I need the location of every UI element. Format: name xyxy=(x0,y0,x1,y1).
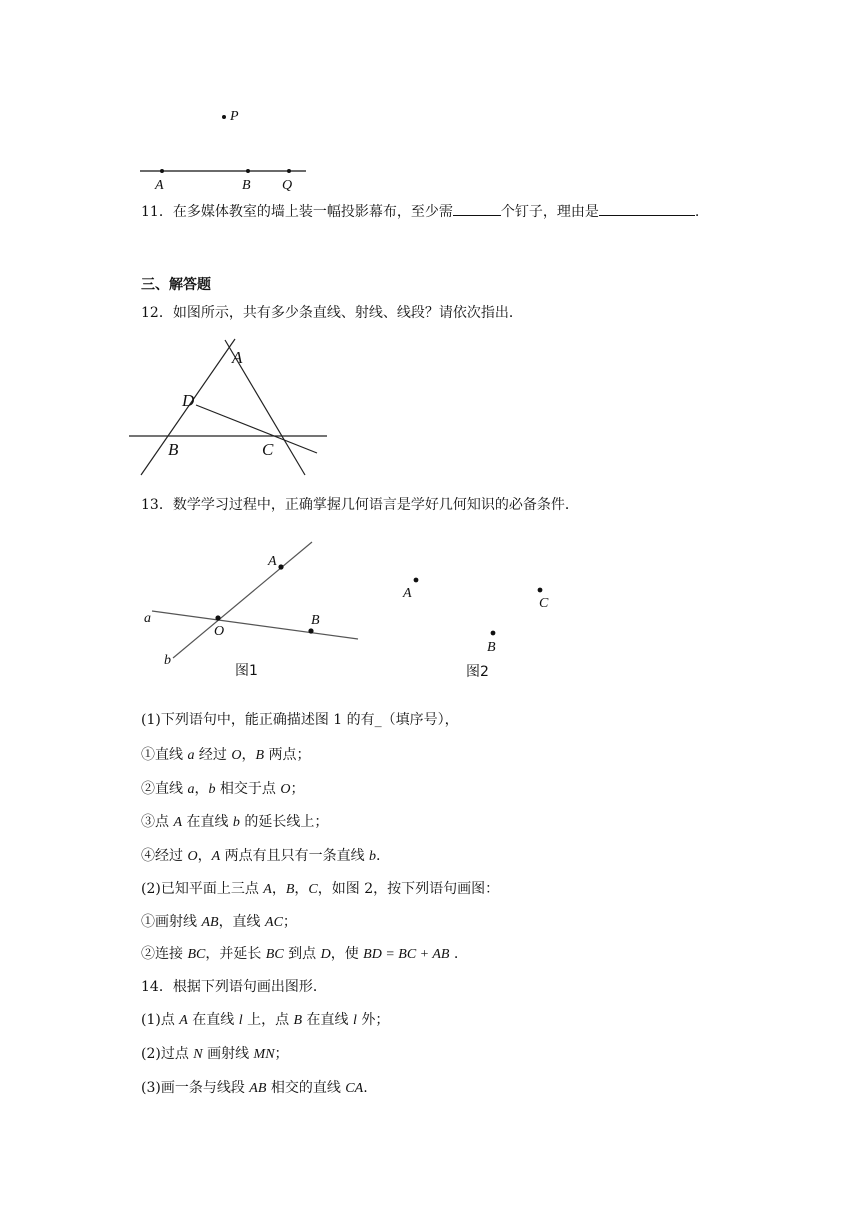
q13-draw-1: ①画射线 AB，直线 AC； xyxy=(141,914,297,930)
q14-item-3: (3)画一条与线段 AB 相交的直线 CA. xyxy=(141,1080,368,1096)
question-14 xyxy=(141,980,327,994)
label-c: C xyxy=(539,596,549,611)
q13-option-1: ①直线 a 经过 O，B 两点； xyxy=(141,747,311,763)
q11-blank-1 xyxy=(453,203,501,216)
q13-figure-1 xyxy=(130,536,370,686)
q13-figure-2 xyxy=(395,570,565,685)
q14-item-1: (1)点 A 在直线 l 上，点 B 在直线 l 外； xyxy=(141,1012,390,1028)
question-13 xyxy=(141,498,579,512)
q11-text-b: 个钉子，理由是 xyxy=(500,204,599,220)
q12-figure xyxy=(125,335,335,480)
point-p xyxy=(222,115,226,119)
q10-figure xyxy=(130,100,320,195)
q14-text: 根据下列语句画出图形． xyxy=(172,979,327,995)
point-b xyxy=(308,628,313,633)
label-q: Q xyxy=(282,178,293,193)
label-line-a: a xyxy=(144,611,151,626)
q13-option-3: ③点 A 在直线 b 的延长线上； xyxy=(141,814,329,830)
label-a: A xyxy=(155,178,164,193)
q11-text-a: 在多媒体教室的墙上装一幅投影幕布，至少需 xyxy=(172,204,453,220)
line-b xyxy=(173,542,312,658)
point-q xyxy=(287,169,291,173)
q11-number: 11． xyxy=(141,204,173,220)
q13-part-1: (1)下列语句中，能正确描述图 1 的有_（填序号）， xyxy=(141,712,459,728)
label-line-b: b xyxy=(164,653,171,668)
q11-blank-2 xyxy=(599,203,695,216)
q13-option-2: ②直线 a，b 相交于点 O； xyxy=(141,781,305,797)
q13-part-2: (2)已知平面上三点 A，B，C，如图 2，按下列语句画图： xyxy=(141,881,500,897)
q13-number: 13． xyxy=(141,497,173,513)
section-title: 三、解答题 xyxy=(141,277,211,293)
point-a xyxy=(414,578,419,583)
q11-text-end: . xyxy=(694,204,700,220)
q12-number: 12． xyxy=(141,305,173,321)
q13-text: 数学学习过程中，正确掌握几何语言是学好几何知识的必备条件． xyxy=(172,497,579,513)
point-c xyxy=(538,588,543,593)
label-a: A xyxy=(268,554,277,569)
line-dc-extended xyxy=(196,405,317,453)
label-a: A xyxy=(232,348,243,367)
line-a xyxy=(152,611,358,639)
figure-2-caption: 图2 xyxy=(466,664,489,680)
label-b: B xyxy=(242,178,251,193)
question-11 xyxy=(141,203,699,219)
q14-number: 14． xyxy=(141,979,173,995)
point-a xyxy=(278,564,283,569)
point-a xyxy=(160,169,164,173)
label-b: B xyxy=(168,440,179,459)
figure-1-caption: 图1 xyxy=(235,663,258,679)
question-12 xyxy=(141,306,523,320)
point-o xyxy=(215,615,220,620)
point-b xyxy=(246,169,250,173)
label-b: B xyxy=(487,640,496,655)
label-d: D xyxy=(182,391,195,410)
q13-draw-2: ②连接 BC，并延长 BC 到点 D，使 BD = BC + AB . xyxy=(141,946,459,962)
label-b: B xyxy=(311,613,320,628)
label-c: C xyxy=(262,440,274,459)
label-a: A xyxy=(403,586,412,601)
label-p: P xyxy=(230,109,239,124)
point-b xyxy=(491,631,496,636)
q12-text: 如图所示，共有多少条直线、射线、线段？请依次指出． xyxy=(172,305,523,321)
q13-option-4: ④经过 O，A 两点有且只有一条直线 b. xyxy=(141,848,381,864)
q14-item-2: (2)过点 N 画射线 MN； xyxy=(141,1046,289,1062)
label-o: O xyxy=(214,624,225,639)
